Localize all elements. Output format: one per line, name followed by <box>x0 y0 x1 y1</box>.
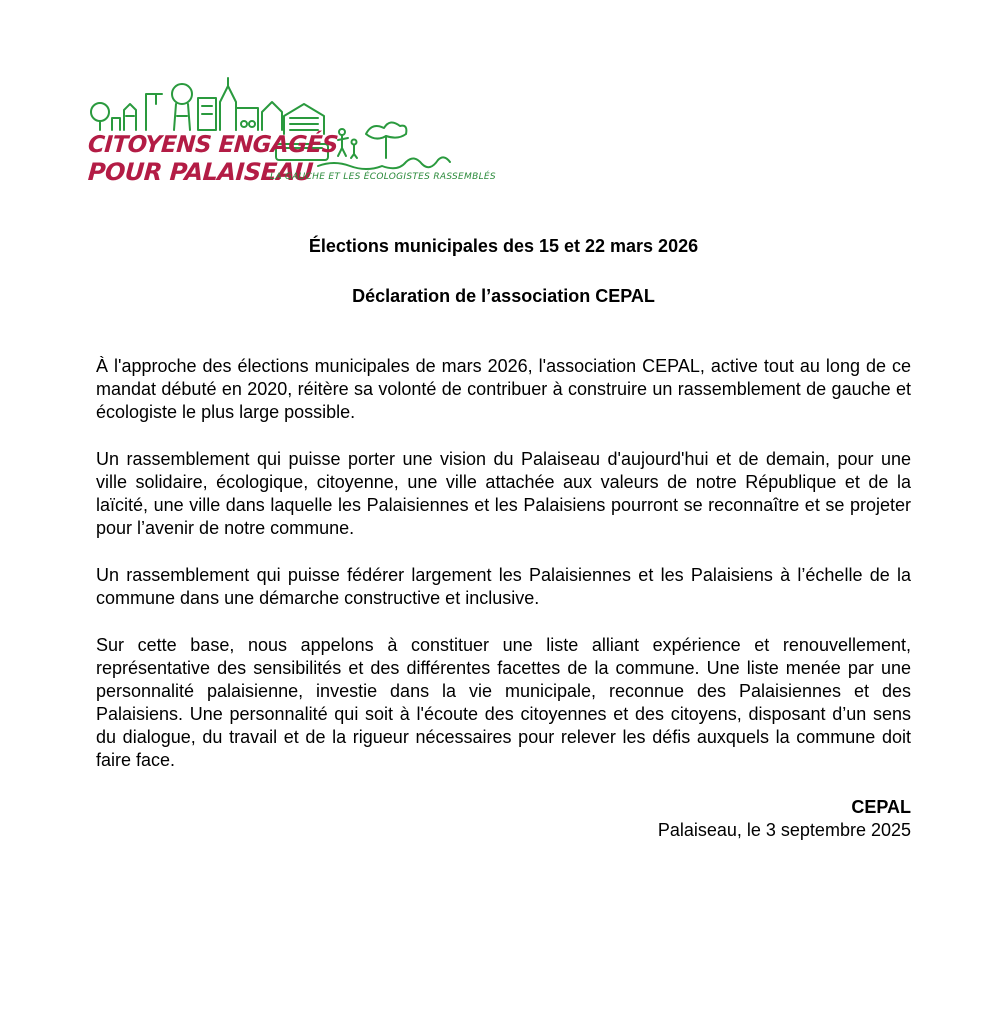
paragraph-4: Sur cette base, nous appelons à constituer une liste alliant expérience et renouvellement, représentative des sensibilités et des différentes facettes de la commune. Une liste menée par une personnalité palaisienne, investie dans la vie municipale, reconnue des Palaisiennes et des Palaisiens. Une personnalité qui soit à l'écoute des citoyennes et des citoyens, disposant d’un sens du dialogue, du travail et de la rigueur nécessaires pour relever les défis auxquels la commune doit faire face. <box>96 635 911 770</box>
logo-tagline: LA GAUCHE ET LES ÉCOLOGISTES RASSEMBLÉS <box>270 172 496 182</box>
signature-name: CEPAL <box>851 797 911 817</box>
signature-place-date: Palaiseau, le 3 septembre 2025 <box>657 820 911 840</box>
paragraph-2: Un rassemblement qui puisse porter une vision du Palaiseau d'aujourd'hui et de demain, pour une ville solidaire, écologique, citoyenne, une ville attachée aux valeurs de notre République et de la laïcité, une ville dans laquelle les Palaisiennes et les Palaisiens pourront se reconnaître et se projeter pour l’avenir de notre commune. <box>96 449 911 538</box>
paragraph-1: À l'approche des élections municipales de mars 2026, l'association CEPAL, active tout au long de ce mandat débuté en 2020, réitère sa volonté de contribuer à construire un rassemblement de gauche et écologiste le plus large possible. <box>96 356 911 422</box>
document-subtitle: Déclaration de l’association CEPAL <box>352 286 655 306</box>
logo-title-line2: POUR PALAISEAU <box>87 158 314 186</box>
logo-title-line1: CITOYENS ENGAGÉS <box>87 132 339 158</box>
association-logo <box>86 74 496 190</box>
paragraph-3: Un rassemblement qui puisse fédérer largement les Palaisiennes et les Palaisiens à l’échelle de la commune dans une démarche constructive et inclusive. <box>96 565 911 608</box>
document-title: Élections municipales des 15 et 22 mars 2026 <box>308 236 699 256</box>
